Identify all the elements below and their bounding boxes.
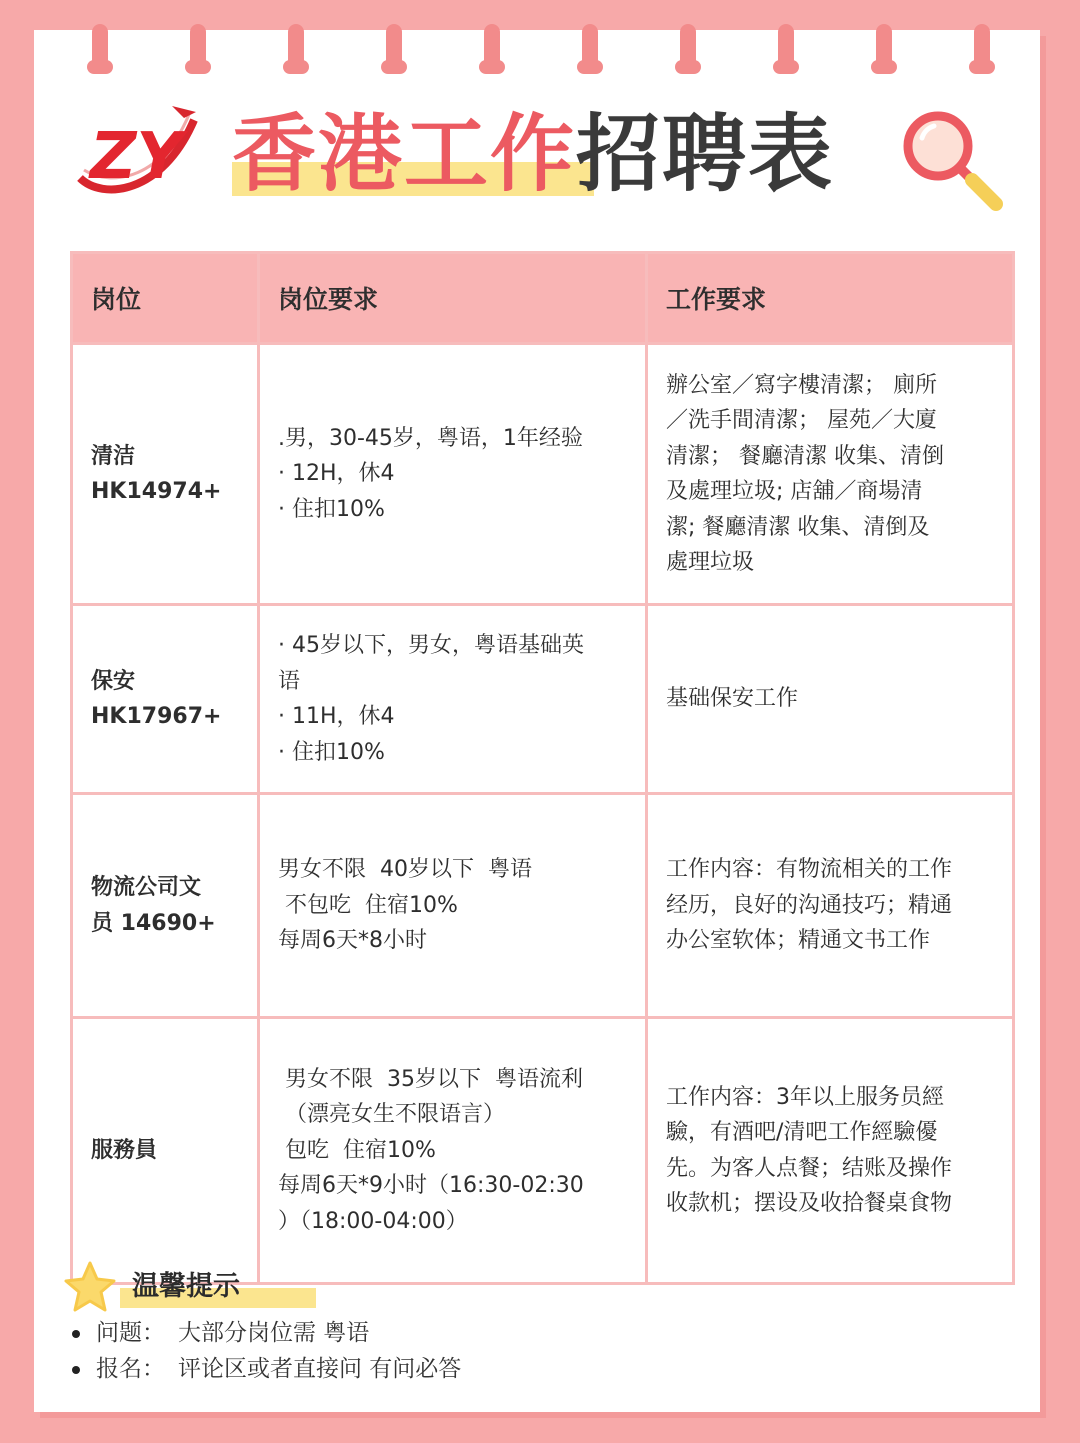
requirements-cell (259, 794, 647, 1018)
position-name: 保安 (91, 668, 136, 694)
column-header-requirements: 岗位要求 (259, 253, 647, 344)
table-header-row (72, 253, 1014, 344)
duty-line: 工作内容：3年以上服务员經 (666, 1084, 944, 1110)
duty-line: 工作内容：有物流相关的工作 (666, 857, 953, 883)
star-icon (62, 1260, 118, 1316)
binder-ring (778, 24, 794, 70)
table-row (72, 794, 1014, 1018)
duty-line: 潔; 餐廳清潔 收集、清倒及 (666, 514, 930, 540)
list-item (72, 1351, 461, 1387)
binder-ring (484, 24, 500, 70)
tip-label: 报名： (96, 1356, 165, 1382)
position-cell (72, 344, 259, 605)
requirement-line: 男女不限 40岁以下 粤语 (278, 857, 532, 883)
requirement-line: · 住扣10% (278, 739, 385, 765)
table-row (72, 344, 1014, 605)
requirement-line: · 45岁以下，男女，粤语基础英 (278, 633, 584, 658)
duty-line: 清潔； 餐廳清潔 收集、清倒 (666, 443, 944, 469)
requirement-line: 不包吃 住宿10% (278, 892, 458, 918)
tips-title: 温馨提示 (132, 1271, 240, 1302)
title-area (232, 100, 882, 210)
duties-cell (647, 794, 1014, 1018)
table-row (72, 1018, 1014, 1284)
tip-text: 评论区或者直接问 有问必答 (178, 1356, 462, 1382)
column-header-position: 岗位 (72, 253, 259, 344)
tip-text: 大部分岗位需 粤语 (178, 1320, 370, 1346)
duty-line: 办公室软体；精通文书工作 (666, 928, 931, 954)
position-cell (72, 794, 259, 1018)
binder-ring (582, 24, 598, 70)
requirements-cell (259, 1018, 647, 1284)
magnifier-icon (900, 108, 1010, 218)
duty-line: 及處理垃圾; 店舖／商場清 (666, 479, 923, 504)
duties-cell (647, 605, 1014, 794)
logo-text: ZY (90, 120, 183, 194)
binder-ring (974, 24, 990, 70)
requirement-line: .男，30-45岁，粤语，1年经验 (278, 425, 583, 451)
requirement-line: （漂亮女生不限语言） (278, 1102, 506, 1128)
requirement-line: 每周6天*8小时 (278, 928, 427, 954)
title-part-red: 香港工作 (232, 105, 577, 203)
duty-line: 经历，良好的沟通技巧；精通 (666, 892, 953, 918)
requirement-line: 每周6天*9小时（16:30-02:30 (278, 1173, 584, 1199)
position-salary: 员 14690+ (91, 910, 216, 936)
duty-line: 基础保安工作 (666, 686, 799, 712)
requirement-line: · 11H，休4 (278, 704, 395, 729)
jobs-table (70, 251, 1015, 1285)
binder-ring (386, 24, 402, 70)
duties-cell (647, 344, 1014, 605)
position-name: 物流公司文 (91, 875, 202, 900)
logo (72, 100, 202, 200)
title-part-dark: 招聘表 (576, 105, 835, 203)
position-cell (72, 1018, 259, 1284)
page-title (232, 100, 834, 208)
binder-ring (288, 24, 304, 70)
duty-line: 辦公室／寫字樓清潔； 廁所 (666, 372, 937, 398)
position-salary: HK14974+ (91, 479, 222, 504)
requirement-line: 语 (278, 668, 301, 694)
binder-ring (92, 24, 108, 70)
duty-line: ／洗手間清潔； 屋苑／大廈 (666, 408, 937, 433)
list-item (72, 1315, 461, 1351)
tip-label: 问题： (96, 1320, 165, 1346)
duty-line: 處理垃圾 (666, 550, 755, 575)
requirement-line: 男女不限 35岁以下 粤语流利 (278, 1066, 583, 1092)
binder-ring (190, 24, 206, 70)
duties-cell (647, 1018, 1014, 1284)
position-salary: HK17967+ (91, 704, 222, 729)
duty-line: 收款机；摆设及收拾餐桌食物 (666, 1191, 953, 1216)
position-name: 服務員 (91, 1137, 158, 1163)
column-header-duties: 工作要求 (647, 253, 1014, 344)
requirement-line: ）（18:00-04:00） (278, 1208, 468, 1234)
requirement-line: · 12H，休4 (278, 461, 395, 487)
tips-list (72, 1315, 461, 1387)
tips-heading (62, 1262, 322, 1312)
duty-line: 驗，有酒吧/清吧工作經驗優 (666, 1120, 938, 1145)
position-cell (72, 605, 259, 794)
binder-ring (680, 24, 696, 70)
requirement-line: · 住扣10% (278, 496, 385, 522)
duty-line: 先。为客人点餐；结账及操作 (666, 1155, 953, 1181)
table-row (72, 605, 1014, 794)
requirements-cell (259, 605, 647, 794)
requirement-line: 包吃 住宿10% (278, 1137, 436, 1163)
binder-ring (876, 24, 892, 70)
position-name: 清洁 (91, 443, 136, 469)
requirements-cell (259, 344, 647, 605)
